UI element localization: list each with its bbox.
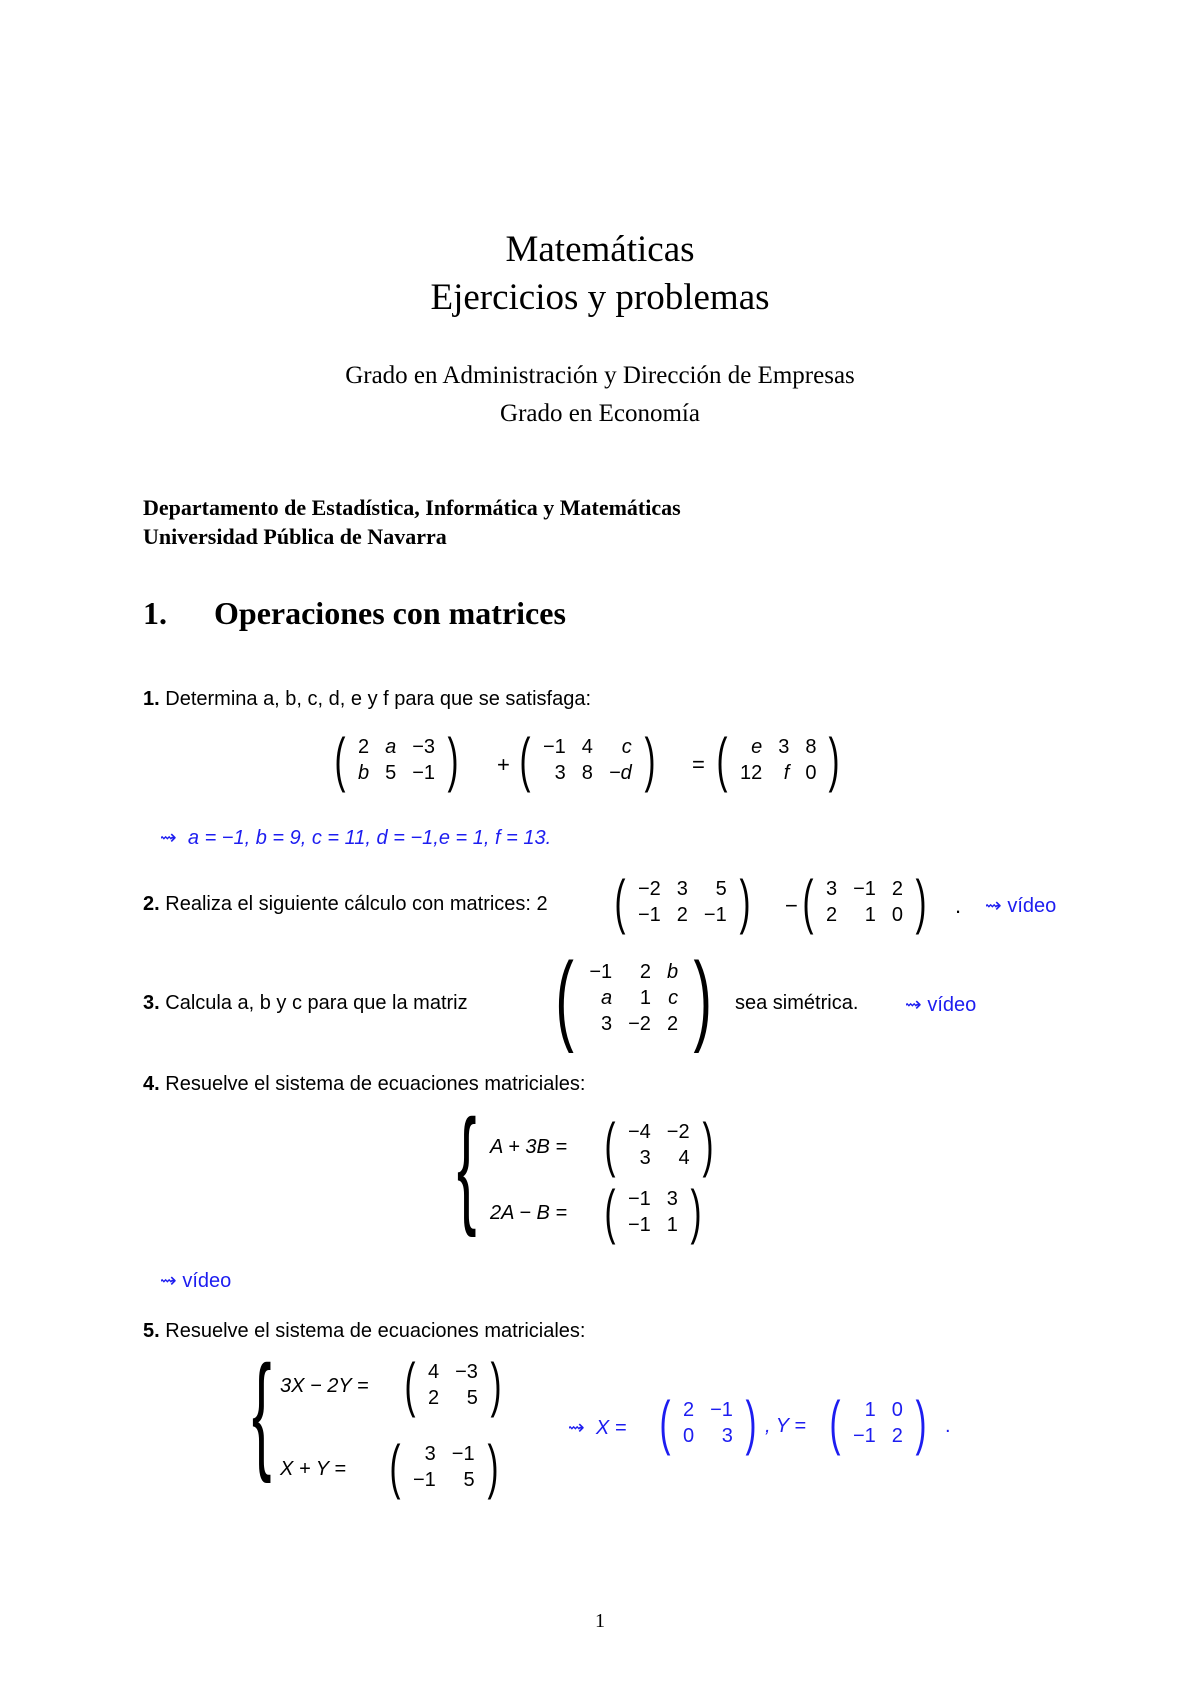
matrix-row bbox=[420, 1359, 486, 1385]
matrix-cell: 5 bbox=[385, 762, 397, 784]
ex4-eq1: A + 3B = bbox=[490, 1136, 568, 1158]
ex2-label: 2. Realiza el siguiente cálculo con matrices: 2 bbox=[143, 893, 548, 915]
matrix-row bbox=[620, 1212, 686, 1238]
matrix-cell: 2 bbox=[825, 904, 838, 926]
matrix-cell: 3 bbox=[676, 878, 688, 900]
ex5-answer-x-label: ⇝ X = bbox=[568, 1417, 627, 1439]
matrix-cell: −1 bbox=[853, 878, 876, 900]
ex5-eq2: X + Y = bbox=[280, 1458, 346, 1480]
ex1-matrix-2: ( −1 4 c 3 8 −d ) bbox=[519, 726, 656, 793]
ex5-eq1: 3X − 2Y = bbox=[280, 1375, 369, 1397]
matrix-cell: −1 bbox=[852, 1425, 876, 1447]
ex4-eq2: 2A − B = bbox=[490, 1202, 568, 1224]
matrix-cell: 2 bbox=[682, 1399, 695, 1421]
matrix-cell: 2 bbox=[427, 1387, 440, 1409]
matrix-cell: −3 bbox=[412, 736, 436, 758]
ex1-answer: ⇝ a = −1, b = 9, c = 11, d = −1,e = 1, f = 13. bbox=[160, 827, 552, 849]
matrix-cell: 2 bbox=[676, 904, 688, 926]
matrix-cell: 2 bbox=[357, 736, 370, 758]
matrix-cell: 2 bbox=[891, 878, 904, 900]
matrix-row bbox=[535, 760, 640, 786]
matrix-row bbox=[405, 1467, 483, 1493]
ex4-label: 4. Resuelve el sistema de ecuaciones matriciales: bbox=[143, 1073, 586, 1095]
ex3-label: 3. Calcula a, b y c para que la matriz bbox=[143, 992, 468, 1014]
ex2-video-link[interactable]: ⇝ vídeo bbox=[985, 895, 1057, 917]
matrix-row bbox=[818, 902, 911, 928]
matrix-row bbox=[350, 734, 443, 760]
ex2-dot: . bbox=[955, 893, 962, 918]
ex1-equals: = bbox=[692, 752, 705, 777]
matrix-cell: −4 bbox=[627, 1121, 651, 1143]
matrix-row bbox=[630, 876, 735, 902]
matrix-row bbox=[675, 1423, 741, 1449]
ex5-matrix-2: ( 3 −1 −1 5 ) bbox=[389, 1433, 499, 1500]
matrix-cell: −3 bbox=[455, 1361, 478, 1383]
matrix-cell: −1 bbox=[627, 1188, 651, 1210]
page-number: 1 bbox=[595, 1610, 605, 1632]
matrix-cell: 3 bbox=[424, 1443, 436, 1465]
matrix-row bbox=[675, 1397, 741, 1423]
ex2-minus: − bbox=[785, 893, 798, 918]
matrix-cell: 1 bbox=[864, 1399, 876, 1421]
matrix-cell: −2 bbox=[666, 1121, 690, 1143]
ex1-matrix-3: ( e 3 8 12 f 0 ) bbox=[716, 726, 840, 793]
matrix-row bbox=[405, 1441, 483, 1467]
ex2-matrix-1: ( −2 3 5 −1 2 −1 ) bbox=[614, 868, 751, 935]
matrix-cell: 1 bbox=[639, 987, 651, 1009]
matrix-cell: 2 bbox=[891, 1425, 903, 1447]
matrix-row bbox=[350, 760, 443, 786]
matrix-cell: −1 bbox=[542, 736, 566, 758]
matrix-cell: a bbox=[601, 987, 613, 1009]
matrix-cell: −d bbox=[608, 762, 632, 784]
matrix-cell: 0 bbox=[891, 1399, 903, 1421]
matrix-cell: a bbox=[385, 736, 397, 758]
matrix-row bbox=[845, 1423, 911, 1449]
ex1-label: 1. Determina a, b, c, d, e y f para que se satisfaga: bbox=[143, 688, 592, 710]
matrix-cell: 5 bbox=[463, 1469, 475, 1491]
matrix-cell: −1 bbox=[703, 904, 727, 926]
section-title: Operaciones con matrices bbox=[214, 595, 566, 631]
matrix-cell: 2 bbox=[639, 961, 651, 983]
matrix-cell: −1 bbox=[412, 762, 436, 784]
ex2-matrix-2: ( 3 −1 2 2 1 0 ) bbox=[802, 868, 927, 935]
ex3-after: sea simétrica. bbox=[735, 992, 859, 1014]
ex3-matrix: ( −1 2 b a 1 c 3 −2 2 ) bbox=[555, 942, 712, 1054]
matrix-cell: 0 bbox=[891, 904, 904, 926]
ex5-brace: { bbox=[251, 1338, 272, 1484]
matrix-cell: −1 bbox=[412, 1469, 436, 1491]
doc-subtitle: Ejercicios y problemas bbox=[430, 277, 770, 318]
matrix-cell: f bbox=[783, 762, 790, 784]
ex5-matrix-1: ( 4 −3 2 5 ) bbox=[404, 1351, 502, 1418]
degree-ade: Grado en Administración y Dirección de Empresas bbox=[345, 362, 855, 389]
matrix-cell: 3 bbox=[554, 762, 566, 784]
matrix-row bbox=[620, 1145, 698, 1171]
ex3-video-link[interactable]: ⇝ vídeo bbox=[905, 994, 977, 1016]
matrix-cell: 3 bbox=[666, 1188, 678, 1210]
matrix-cell: 5 bbox=[715, 878, 727, 900]
matrix-cell: 8 bbox=[581, 762, 593, 784]
matrix-cell: 3 bbox=[639, 1147, 651, 1169]
matrix-cell: b bbox=[666, 961, 679, 983]
department: Departamento de Estadística, Informática y Matemáticas bbox=[143, 495, 681, 520]
matrix-row bbox=[581, 985, 686, 1011]
matrix-cell: 0 bbox=[805, 762, 817, 784]
matrix-cell: −2 bbox=[637, 878, 661, 900]
matrix-cell: 1 bbox=[864, 904, 876, 926]
matrix-row bbox=[818, 876, 911, 902]
matrix-cell: 2 bbox=[666, 1013, 679, 1035]
matrix-cell: −1 bbox=[710, 1399, 733, 1421]
matrix-cell: −1 bbox=[637, 904, 661, 926]
ex5-answer-x-matrix: ( 2 −1 0 3 ) bbox=[659, 1389, 757, 1456]
matrix-cell: 12 bbox=[739, 762, 763, 784]
section-number: 1. bbox=[143, 595, 167, 631]
matrix-cell: 3 bbox=[825, 878, 838, 900]
university: Universidad Pública de Navarra bbox=[143, 524, 447, 549]
matrix-cell: 4 bbox=[581, 736, 593, 758]
matrix-row bbox=[620, 1186, 686, 1212]
matrix-row bbox=[581, 959, 686, 985]
matrix-row bbox=[620, 1119, 698, 1145]
matrix-row bbox=[630, 902, 735, 928]
matrix-cell: −1 bbox=[589, 961, 613, 983]
matrix-cell: 5 bbox=[466, 1387, 478, 1409]
matrix-cell: 4 bbox=[678, 1147, 690, 1169]
matrix-cell: e bbox=[751, 736, 763, 758]
matrix-cell: 3 bbox=[778, 736, 790, 758]
matrix-cell: b bbox=[357, 762, 370, 784]
matrix-cell: 0 bbox=[682, 1425, 695, 1447]
ex4-video-link[interactable]: ⇝ vídeo bbox=[160, 1270, 232, 1292]
matrix-cell: 3 bbox=[601, 1013, 613, 1035]
matrix-row bbox=[581, 1011, 686, 1037]
ex4-brace: { bbox=[456, 1092, 477, 1238]
matrix-cell: −1 bbox=[451, 1443, 475, 1465]
matrix-row bbox=[420, 1385, 486, 1411]
ex4-matrix-1: ( −4 −2 3 4 ) bbox=[604, 1111, 714, 1178]
matrix-cell: c bbox=[668, 987, 679, 1009]
ex1-matrix-1: ( 2 a −3 b 5 −1 ) bbox=[334, 726, 459, 793]
matrix-row bbox=[845, 1397, 911, 1423]
ex5-label: 5. Resuelve el sistema de ecuaciones matriciales: bbox=[143, 1320, 586, 1342]
ex5-answer-y-matrix: ( 1 0 −1 2 ) bbox=[829, 1389, 927, 1456]
doc-title: Matemáticas bbox=[505, 229, 695, 270]
ex4-matrix-2: ( −1 3 −1 1 ) bbox=[604, 1178, 702, 1245]
matrix-cell: 1 bbox=[666, 1214, 678, 1236]
matrix-cell: c bbox=[621, 736, 632, 758]
degree-economia: Grado en Economía bbox=[500, 400, 700, 427]
ex1-plus: + bbox=[497, 752, 510, 777]
ex5-answer-end: . bbox=[945, 1415, 951, 1437]
matrix-cell: −2 bbox=[628, 1013, 651, 1035]
matrix-cell: −1 bbox=[627, 1214, 651, 1236]
matrix-row bbox=[535, 734, 640, 760]
matrix-cell: 3 bbox=[721, 1425, 733, 1447]
matrix-cell: 8 bbox=[805, 736, 817, 758]
ex5-answer-y-label: , Y = bbox=[765, 1415, 806, 1437]
matrix-cell: 4 bbox=[427, 1361, 440, 1383]
matrix-row bbox=[732, 734, 825, 760]
matrix-row bbox=[732, 760, 825, 786]
